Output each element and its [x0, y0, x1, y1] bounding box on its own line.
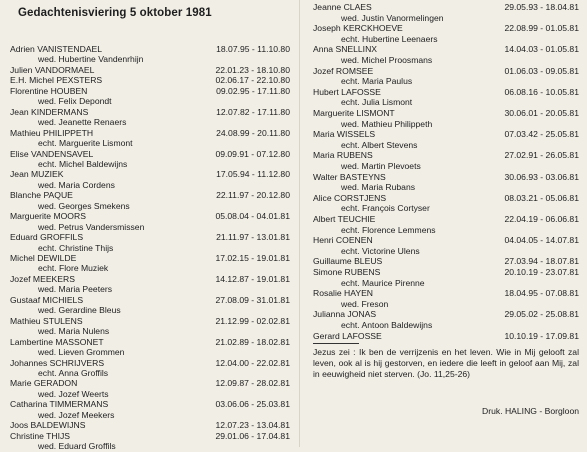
entry-name: Marguerite MOORS [10, 211, 86, 222]
printer-credit: Druk. HALING - Borgloon [482, 406, 579, 416]
entry-dates: 29.05.02 - 25.08.81 [504, 309, 579, 320]
entry-relation-row [10, 347, 290, 358]
entry-row [10, 358, 290, 369]
entry-row [313, 87, 579, 98]
entry-relation-row [313, 161, 579, 172]
entry-relation-row [313, 97, 579, 108]
entry-relation-row [10, 117, 290, 128]
entry-relation-row [10, 54, 290, 65]
entry-dates: 14.12.87 - 19.01.81 [215, 273, 290, 284]
entry-relation: wed. Maria Nulens [38, 326, 110, 337]
entry-dates: 29.01.06 - 17.04.81 [215, 430, 290, 441]
entry-row [10, 420, 290, 431]
entry-relation: wed. Michel Proosmans [341, 55, 433, 65]
entry-relation-row [313, 140, 579, 151]
entry-name: Julien VANDORMAEL [10, 64, 95, 75]
entry-name: Maria RUBENS [313, 150, 373, 161]
entry-row [10, 232, 290, 243]
entry-name: Gerard LAFOSSE [313, 330, 382, 341]
entry-relation: wed. Gerardine Bleus [38, 305, 121, 316]
entry-row [313, 256, 579, 267]
entry-name: E.H. Michel PEXSTERS [10, 75, 103, 86]
entry-relation-row [313, 225, 579, 236]
entry-row [313, 288, 579, 299]
entry-dates: 27.03.94 - 18.07.81 [504, 256, 579, 267]
entry-relation-row [10, 180, 290, 191]
entry-dates: 21.11.97 - 13.01.81 [216, 232, 290, 243]
entry-name: Rosalie HAYEN [313, 288, 374, 299]
entry-row [313, 150, 579, 161]
entry-name: Guillaume BLEUS [313, 256, 383, 267]
entry-row [313, 108, 579, 119]
entry-dates: 22.01.23 - 18.10.80 [215, 64, 290, 75]
entry-relation: wed. Maria Rubans [341, 182, 416, 193]
entry-dates: 30.06.01 - 20.05.81 [504, 108, 579, 118]
entry-row [10, 169, 290, 180]
entry-dates: 04.04.05 - 14.07.81 [504, 235, 579, 246]
entry-relation: echt. Hubertine Leenaers [341, 33, 438, 44]
entry-row [10, 316, 290, 327]
entry-row [313, 267, 579, 278]
bible-quote: Jezus zei : Ik ben de verrijzenis en het leven. Wie in Mij gelooft zal leven, ook al is hij gestorven, en iedere die leeft in geloof aan Mij, zal in eeuwigheid niet sterven. (Jo. 11,25-26) [313, 347, 579, 380]
entry-row [10, 75, 290, 86]
entry-relation: wed. Petrus Vandersmissen [38, 221, 145, 232]
entry-name: Blanche PAQUE [10, 190, 73, 201]
entry-relation: echt. Christine Thijs [38, 242, 114, 253]
entry-relation-row [313, 76, 579, 87]
entry-dates: 12.09.87 - 28.02.81 [215, 378, 290, 389]
entry-relation: echt. Victorine Ulens [341, 245, 420, 256]
entry-dates: 17.05.94 - 11.12.80 [216, 169, 290, 180]
entry-row [313, 66, 579, 77]
entry-name: Adrien VANISTENDAEL [10, 44, 103, 54]
entry-dates: 27.02.91 - 26.05.81 [504, 150, 579, 161]
entry-relation-row [313, 299, 579, 310]
entry-relation: wed. Eduard Groffils [38, 441, 116, 452]
entry-name: Lambertine MASSONET [10, 336, 104, 347]
entry-relation-row [10, 201, 290, 212]
entry-name: Anna SNELLINX [313, 44, 378, 55]
entry-name: Joseph KERCKHOEVE [313, 23, 403, 34]
entry-row [10, 44, 290, 55]
entry-row [313, 129, 579, 140]
entry-relation-row [10, 389, 290, 400]
entry-relation-row [10, 326, 290, 337]
quote-divider [313, 343, 359, 344]
entry-dates: 21.02.89 - 18.02.81 [215, 336, 290, 347]
entry-row [10, 149, 290, 160]
entry-relation: wed. Freson [341, 298, 389, 309]
entry-relation: echt. Julia Lismont [341, 97, 413, 108]
entry-relation-row [10, 284, 290, 295]
entry-relation-row [10, 222, 290, 233]
entry-dates: 09.02.95 - 17.11.80 [216, 85, 290, 96]
entry-dates: 27.08.09 - 31.01.81 [215, 294, 290, 305]
entry-relation: echt. Antoon Baldewijns [341, 320, 433, 330]
entry-name: Christine THIJS [10, 430, 71, 441]
entry-name: Catharina TIMMERMANS [10, 399, 109, 410]
entry-row [313, 23, 579, 34]
entry-dates: 24.08.99 - 20.11.80 [216, 127, 290, 138]
entry-row [10, 274, 290, 285]
entry-relation: echt. Maurice Pirenne [341, 277, 425, 288]
entry-relation: wed. Maria Peeters [38, 284, 113, 295]
entry-relation: wed. Mathieu Philippeth [341, 118, 433, 129]
entry-relation-row [313, 246, 579, 257]
entry-name: Jozef ROMSEE [313, 65, 374, 76]
entry-name: Walter BASTEYNS [313, 171, 386, 182]
entry-relation: wed. Lieven Grommen [38, 347, 125, 358]
entry-relation-row [313, 182, 579, 193]
entry-name: Mathieu STULENS [10, 315, 83, 326]
entry-dates: 22.04.19 - 06.06.81 [504, 214, 579, 224]
entry-row [10, 190, 290, 201]
entry-name: Henri COENEN [313, 235, 373, 246]
entry-relation: echt. François Cortyser [341, 203, 430, 214]
entry-row [313, 309, 579, 320]
entry-relation: echt. Flore Muziek [38, 263, 109, 274]
entry-name: Alice CORSTJENS [313, 192, 387, 203]
entry-relation-row [10, 159, 290, 170]
entry-row [10, 128, 290, 139]
entry-dates: 01.06.03 - 09.05.81 [504, 65, 579, 76]
entry-name: Albert TEUCHIE [313, 214, 376, 224]
entry-dates: 05.08.04 - 04.01.81 [215, 211, 290, 222]
card-fold [299, 0, 300, 447]
entry-name: Hubert LAFOSSE [313, 86, 381, 97]
entry-relation: echt. Marguerite Lismont [38, 138, 133, 149]
entry-row [313, 2, 579, 13]
entry-name: Mathieu PHILIPPETH [10, 127, 94, 138]
entry-name: Eduard GROFFILS [10, 232, 84, 243]
entry-name: Jozef MEEKERS [10, 273, 75, 284]
entry-dates: 12.07.82 - 17.11.80 [216, 106, 290, 117]
entry-relation: wed. Martin Plevoets [341, 161, 421, 171]
entry-dates: 06.08.16 - 10.05.81 [504, 86, 579, 97]
entry-row [10, 295, 290, 306]
entry-name: Jean KINDERMANS [10, 106, 89, 117]
entry-dates: 09.09.91 - 07.12.80 [215, 148, 290, 159]
entry-name: Joos BALDEWIJNS [10, 420, 86, 431]
entry-relation-row [10, 305, 290, 316]
entry-relation: wed. Jozef Meekers [38, 409, 115, 420]
entry-relation: wed. Felix Depondt [38, 96, 112, 107]
entry-relation-row [313, 55, 579, 66]
entry-name: Marguerite LISMONT [313, 108, 395, 118]
entry-row [313, 172, 579, 183]
entry-dates: 21.12.99 - 02.02.81 [215, 315, 290, 326]
entry-name: Jean MUZIEK [10, 169, 64, 180]
page-title: Gedachtenisviering 5 oktober 1981 [18, 7, 212, 19]
entry-name: Johannes SCHRIJVERS [10, 357, 105, 368]
entry-row [313, 44, 579, 55]
entry-dates: 03.06.06 - 25.03.81 [215, 399, 290, 410]
entry-row [10, 431, 290, 442]
entry-name: Florentine HOUBEN [10, 85, 88, 96]
entry-row [313, 214, 579, 225]
entry-row [313, 193, 579, 204]
entry-name: Elise VANDENSAVEL [10, 148, 94, 159]
entry-dates: 22.08.99 - 01.05.81 [504, 23, 579, 34]
entry-dates: 08.03.21 - 05.06.81 [504, 192, 579, 203]
entry-relation-row [10, 96, 290, 107]
entry-relation-row [313, 119, 579, 130]
entry-relation-row [313, 203, 579, 214]
entry-dates: 12.04.00 - 22.02.81 [215, 357, 290, 368]
entry-name: Maria WISSELS [313, 129, 376, 140]
entry-row [313, 235, 579, 246]
entry-dates: 10.10.19 - 17.09.81 [504, 330, 579, 341]
entry-row [10, 107, 290, 118]
entry-relation-row [313, 34, 579, 45]
entry-relation: wed. Jeanette Renaers [38, 117, 127, 128]
entry-row [10, 337, 290, 348]
entry-relation: echt. Albert Stevens [341, 139, 418, 150]
entry-relation: echt. Anna Groffils [38, 367, 109, 378]
entry-relation: echt. Michel Baldewijns [38, 158, 128, 169]
entry-row [10, 399, 290, 410]
entry-dates: 29.05.93 - 18.04.81 [504, 2, 579, 12]
entry-name: Julianna JONAS [313, 309, 377, 320]
entry-name: Jeanne CLAES [313, 2, 372, 12]
entry-dates: 12.07.23 - 13.04.81 [215, 420, 290, 431]
entry-dates: 18.07.95 - 11.10.80 [216, 44, 290, 54]
entry-row [10, 86, 290, 97]
entry-name: Michel DEWILDE [10, 253, 77, 263]
entry-relation-row [313, 278, 579, 289]
entry-relation-row [313, 13, 579, 24]
entry-relation-row [10, 263, 290, 274]
entry-dates: 17.02.15 - 19.01.81 [215, 253, 290, 263]
entry-dates: 20.10.19 - 23.07.81 [504, 267, 579, 277]
entry-name: Marie GERADON [10, 378, 78, 389]
entry-relation: wed. Georges Smekens [38, 200, 130, 211]
entry-dates: 30.06.93 - 03.06.81 [504, 171, 579, 182]
entry-relation: wed. Hubertine Vandenrhijn [38, 54, 144, 65]
entry-relation: wed. Justin Vanormelingen [341, 12, 444, 23]
entry-dates: 18.04.95 - 07.08.81 [504, 288, 579, 299]
entry-relation: echt. Maria Paulus [341, 76, 413, 87]
entry-dates: 02.06.17 - 22.10.80 [215, 75, 290, 86]
entry-name: Gustaaf MICHIELS [10, 294, 84, 305]
entry-relation-row [10, 368, 290, 379]
entry-row [313, 331, 579, 342]
entry-row [10, 211, 290, 222]
entry-relation: echt. Florence Lemmens [341, 224, 436, 235]
entry-dates: 07.03.42 - 25.05.81 [504, 129, 579, 140]
entry-relation-row [313, 320, 579, 331]
entry-relation: wed. Maria Cordens [38, 179, 115, 190]
entry-name: Simone RUBENS [313, 267, 381, 277]
entry-relation-row [10, 243, 290, 254]
entry-row [10, 253, 290, 264]
entry-dates: 22.11.97 - 20.12.80 [216, 190, 290, 201]
entry-row [10, 378, 290, 389]
entry-dates: 14.04.03 - 01.05.81 [504, 44, 579, 55]
entry-relation-row [10, 138, 290, 149]
entry-relation: wed. Jozef Weerts [38, 388, 109, 399]
entry-relation-row [10, 410, 290, 421]
entry-row [10, 65, 290, 76]
